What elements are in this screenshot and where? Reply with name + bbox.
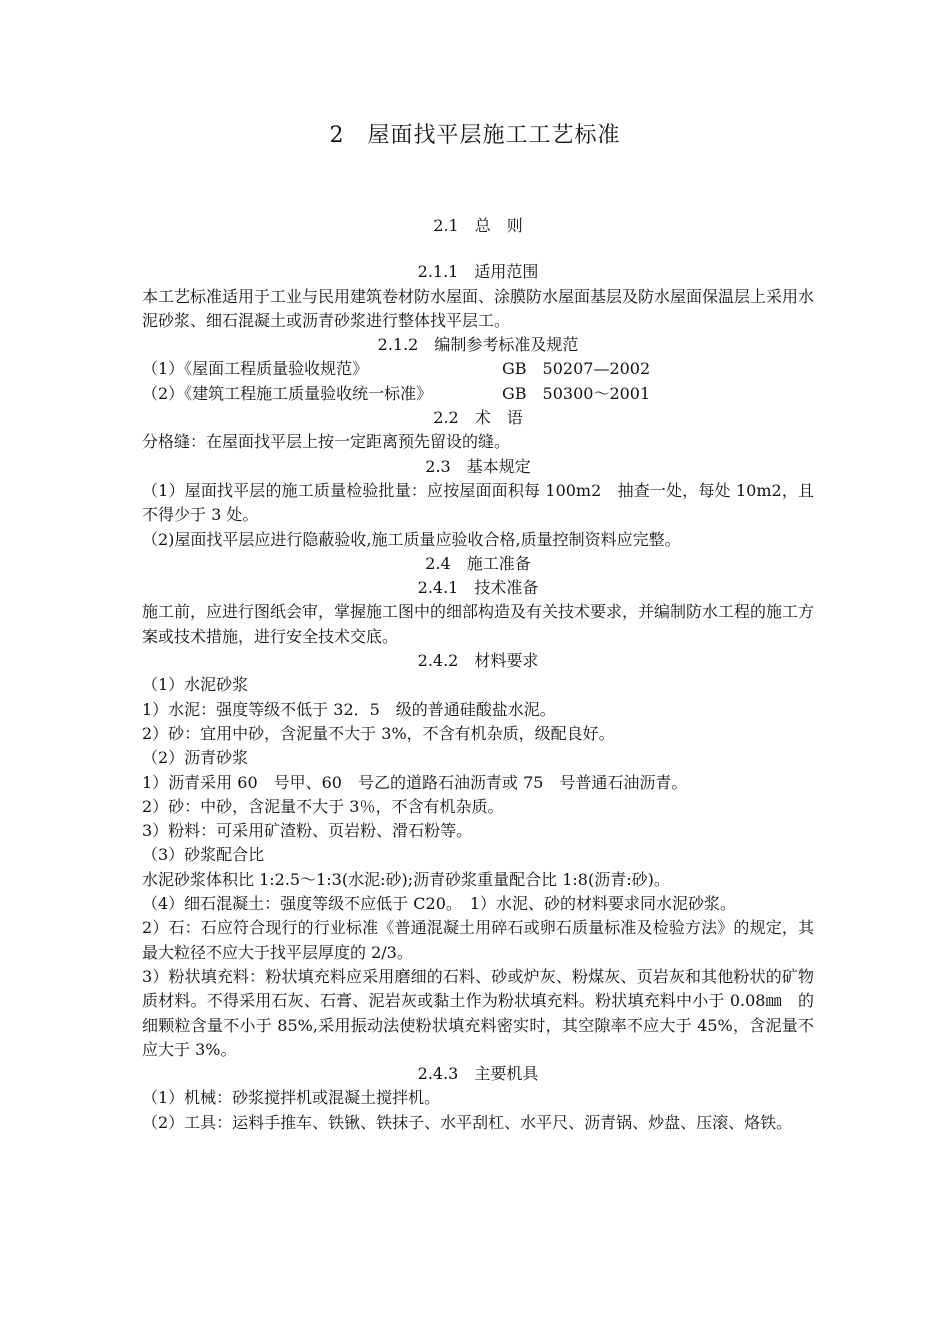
section-heading-2-3: 2.3 基本规定 [425, 456, 531, 476]
section-heading-2-4-3: 2.4.3 主要机具 [417, 1064, 539, 1084]
material-item: 水泥砂浆体积比 1:2.5～1:3(水泥:砂);沥青砂浆重量配合比 1:8(沥青:砂)。 [142, 869, 670, 889]
material-item: （1）水泥砂浆 [142, 675, 249, 695]
material-item: 1）沥青采用 60 号甲、60 号乙的道路石油沥青或 75 号普通石油沥青。 [142, 772, 688, 792]
paragraph-tech-prep: 施工前，应进行图纸会审，掌握施工图中的细部构造及有关技术要求，并编制防水工程的施工方案或技术措施，进行安全技术交底。 [142, 602, 815, 646]
reference-name: （2）《建筑工程施工质量验收统一标准》 [142, 383, 433, 403]
section-heading-2-4-2: 2.4.2 材料要求 [417, 651, 539, 671]
section-heading-2-4-1: 2.4.1 技术准备 [417, 578, 539, 598]
paragraph-rule-1: （1）屋面找平层的施工质量检验批量：应按屋面面积每 100m2 抽查一处，每处 10m2，且不得少于 3 处。 [142, 480, 814, 525]
material-item: 2）石：石应符合现行的行业标准《普通混凝土用碎石或卵石质量标准及检验方法》的规定，其最大粒径不应大于找平层厚度的 2/3。 [142, 918, 814, 962]
document-title: 2 屋面找平层施工工艺标准 [329, 123, 621, 148]
reference-name: （1）《屋面工程质量验收规范》 [142, 359, 369, 379]
reference-code: GB 50300～2001 [502, 383, 651, 403]
paragraph-term: 分格缝：在屋面找平层上按一定距离预先留设的缝。 [142, 432, 511, 452]
reference-row [142, 357, 814, 381]
section-heading-2-1: 2.1 总 则 [433, 216, 523, 235]
reference-row [142, 382, 814, 406]
section-heading-2-1-1: 2.1.1 适用范围 [417, 262, 539, 282]
tool-item: （1）机械：砂浆搅拌机或混凝土搅拌机。 [142, 1088, 441, 1108]
material-item: （4）细石混凝土：强度等级不应低于 C20。 1）水泥、砂的材料要求同水泥砂浆。 [142, 894, 737, 914]
material-item: 3）粉料：可采用矿渣粉、页岩粉、滑石粉等。 [142, 821, 473, 841]
paragraph-rule-2: （2)屋面找平层应进行隐蔽验收,施工质量应验收合格,质量控制资料应完整。 [142, 529, 681, 549]
section-heading-2-2: 2.2 术 语 [433, 408, 523, 428]
tool-item: （2）工具：运料手推车、铁锹、铁抹子、水平刮杠、水平尺、沥青锅、炒盘、压滚、烙铁。 [142, 1112, 793, 1132]
paragraph-scope: 本工艺标准适用于工业与民用建筑卷材防水屋面、涂膜防水屋面基层及防水屋面保温层上采用水泥砂浆、细石混凝土或沥青砂浆进行整体找平层工。 [142, 286, 815, 330]
material-item: （2）沥青砂浆 [142, 748, 249, 768]
section-heading-2-4: 2.4 施工准备 [425, 553, 531, 573]
section-heading-2-1-2: 2.1.2 编制参考标准及规范 [377, 335, 579, 355]
material-item: 2）砂：中砂，含泥量不大于 3％，不含有机杂质。 [142, 796, 504, 816]
reference-code: GB 50207—2002 [502, 359, 651, 379]
material-item: 1）水泥：强度等级不低于 32．5 级的普通硅酸盐水泥。 [142, 699, 556, 719]
document-body [142, 214, 814, 1135]
material-item: （3）砂浆配合比 [142, 845, 265, 865]
material-item: 2）砂：宜用中砂，含泥量不大于 3%，不含有机杂质，级配良好。 [142, 723, 615, 743]
material-item: 3）粉状填充料：粉状填充料应采用磨细的石料、砂或炉灰、粉煤灰、页岩灰和其他粉状的矿物质材料。不得采用石灰、石膏、泥岩灰或黏土作为粉状填充料。粉状填充料中小于 0.08㎜ 的细颗粒含量不小于 85%,采用振动法使粉状填充料密实时，其空隙率不应大于 45%，含泥量不应大于 3%。 [142, 966, 814, 1059]
